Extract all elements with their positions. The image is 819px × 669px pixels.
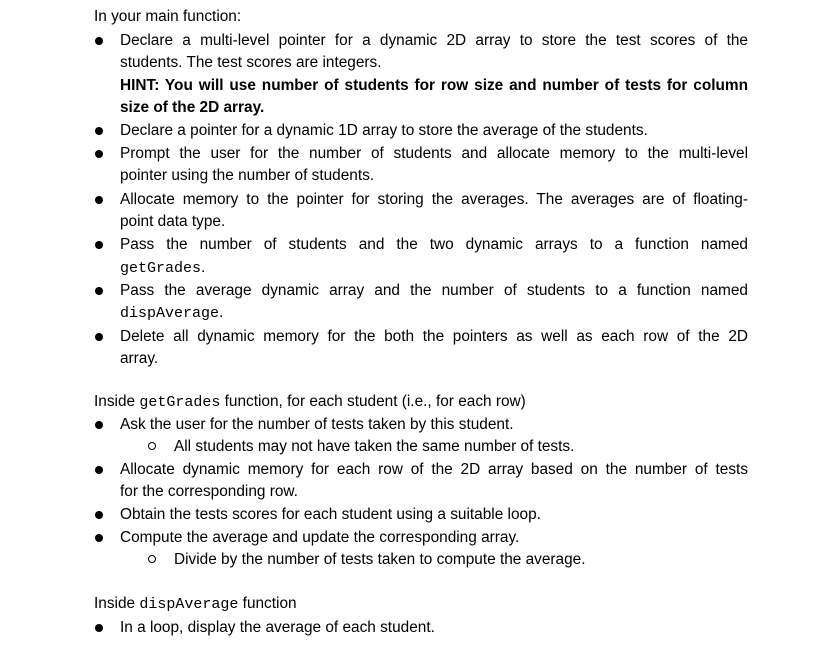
main-item-6-line-2	[120, 302, 223, 324]
bullet-icon	[95, 333, 103, 341]
main-item-4-line-1: Allocate memory to the pointer for storing the averages. The averages are of floating-	[120, 191, 748, 208]
bullet-icon	[95, 127, 103, 135]
intro-suffix: function	[238, 595, 297, 612]
getgrades-item-1-sub: All students may not have taken the same number of tests.	[174, 438, 575, 455]
getgrades-item-4-sub: Divide by the number of tests taken to compute the average.	[174, 551, 586, 568]
code-dispaverage: dispAverage	[139, 596, 239, 613]
bullet-icon	[95, 421, 103, 429]
getgrades-item-2-line-1: Allocate dynamic memory for each row of the 2D array based on the number of tests	[120, 461, 748, 478]
dispaverage-item-1: In a loop, display the average of each student.	[120, 619, 435, 636]
main-item-1-line-2: students. The test scores are integers.	[120, 54, 382, 71]
main-item-7-line-1: Delete all dynamic memory for the both the pointers as well as each row of the 2D	[120, 328, 748, 345]
hint-line-1: HINT: You will use number of students for row size and number of tests for column	[120, 77, 748, 94]
main-item-4-line-2: point data type.	[120, 213, 226, 230]
getgrades-item-2-line-2: for the corresponding row.	[120, 483, 298, 500]
bullet-icon	[95, 534, 103, 542]
hollow-bullet-icon	[148, 555, 156, 563]
punctuation: .	[201, 259, 206, 276]
bullet-icon	[95, 511, 103, 519]
main-item-5-line-1: Pass the number of students and the two dynamic arrays to a function named	[120, 236, 748, 253]
main-item-5-line-2	[120, 257, 205, 279]
code-getgrades: getGrades	[139, 394, 221, 411]
main-item-2: Declare a pointer for a dynamic 1D array to store the average of the students.	[120, 122, 648, 139]
hollow-bullet-icon	[148, 442, 156, 450]
bullet-icon	[95, 37, 103, 45]
main-item-3-line-2: pointer using the number of students.	[120, 167, 375, 184]
code-dispaverage: dispAverage	[120, 305, 220, 322]
bullet-icon	[95, 466, 103, 474]
hint-line-2: size of the 2D array.	[120, 99, 265, 116]
punctuation: .	[219, 304, 224, 321]
main-section-intro: In your main function:	[94, 8, 242, 25]
main-item-1-line-1: Declare a multi-level pointer for a dynamic 2D array to store the test scores of the	[120, 32, 748, 49]
bullet-icon	[95, 150, 103, 158]
bullet-icon	[95, 287, 103, 295]
getgrades-section-intro	[94, 391, 526, 413]
code-getgrades: getGrades	[120, 260, 202, 277]
intro-prefix: Inside	[94, 393, 140, 410]
bullet-icon	[95, 624, 103, 632]
intro-prefix: Inside	[94, 595, 140, 612]
intro-suffix: function, for each student (i.e., for each row)	[220, 393, 526, 410]
bullet-icon	[95, 196, 103, 204]
getgrades-item-1: Ask the user for the number of tests taken by this student.	[120, 416, 514, 433]
dispaverage-section-intro	[94, 593, 297, 615]
bullet-icon	[95, 241, 103, 249]
main-item-3-line-1: Prompt the user for the number of students and allocate memory to the multi-level	[120, 145, 748, 162]
getgrades-item-3: Obtain the tests scores for each student using a suitable loop.	[120, 506, 541, 523]
main-item-6-line-1: Pass the average dynamic array and the number of students to a function named	[120, 282, 748, 299]
getgrades-item-4: Compute the average and update the corresponding array.	[120, 529, 520, 546]
main-item-7-line-2: array.	[120, 350, 159, 367]
